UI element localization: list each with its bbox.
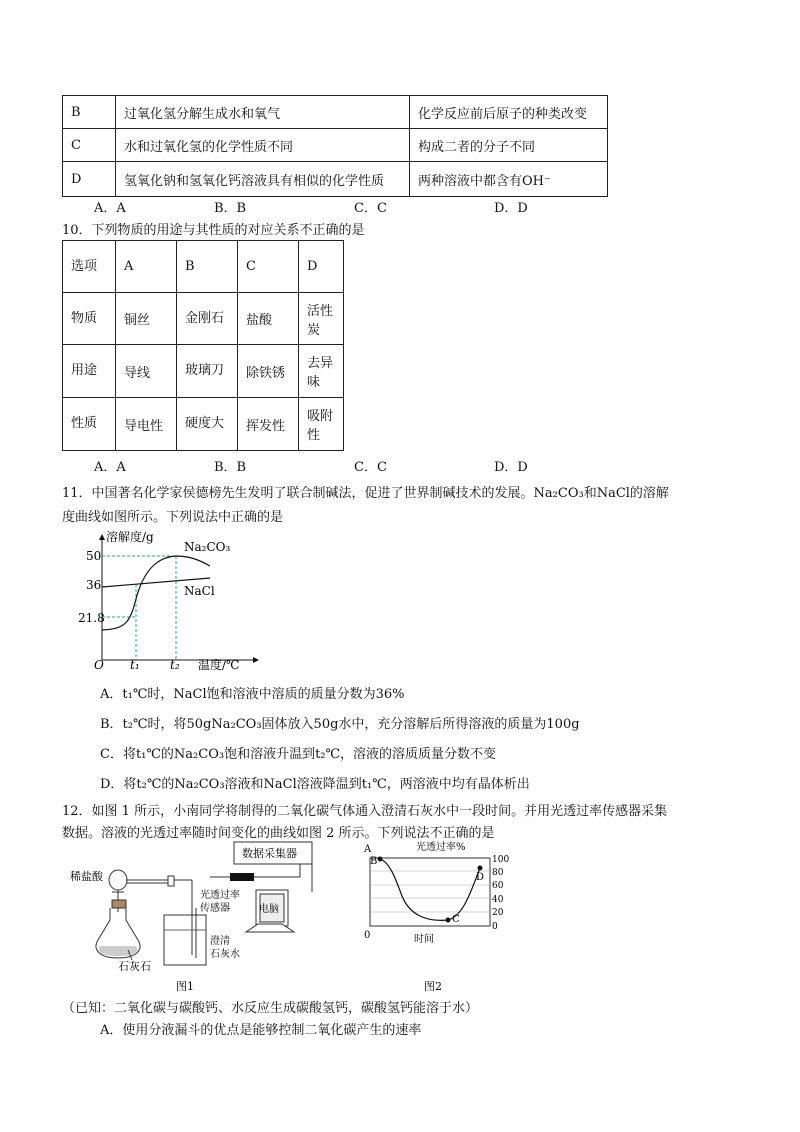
q9-row-b-option: B [63,96,116,129]
fig2-frame [370,858,490,926]
q10-cell: 用途 [63,345,116,398]
fig2-caption: 图2 [424,980,442,993]
q10-cell: 硬度大 [177,398,238,451]
solubility-graph [78,527,286,672]
collector-label: 数据采集器 [242,847,297,860]
point-c [446,918,451,923]
fig1-caption: 图1 [176,980,194,993]
fig2-tick-60: 60 [492,881,504,891]
computer-label: 电脑 [259,904,279,915]
x-axis-label: 温度/℃ [198,658,240,672]
y-tick-36: 36 [86,578,102,592]
q11-option-a[interactable]: A．t₁℃时，NaCl饱和溶液中溶质的质量分数为36% [100,687,405,702]
q9-choice-b[interactable]: B．B [214,201,247,216]
q10-table [62,240,344,451]
q10-cell: 吸附性 [299,398,344,451]
fig2-tick-80: 80 [492,868,504,878]
q10-cell: 性质 [63,398,116,451]
q10-cell: C [238,241,299,293]
q9-row-c-fact: 水和过氧化氢的化学性质不同 [116,129,410,162]
y-tick-50: 50 [86,549,102,563]
q10-cell: D [299,241,344,293]
funnel [109,870,127,890]
fig2-ylabel: 光透过率% [416,842,466,853]
point-d [478,866,483,871]
q12-note: （已知：二氧化碳与碳酸钙、水反应生成碳酸氢钙，碳酸氢钙能溶于水） [62,1001,479,1016]
nacl-label: NaCl [184,584,215,598]
beaker [164,915,206,965]
q12-stem-line1: 12．如图 1 所示，小南同学将制得的二氧化碳气体通入澄清石灰水中一段时间。并用光透过率传感器采集 [62,804,668,819]
q10-cell: 盐酸 [238,293,299,345]
q10-cell: 选项 [63,241,116,293]
q10-cell: 金刚石 [177,293,238,345]
q12-stem-line2: 数据。溶液的光透过率随时间变化的曲线如图 2 所示。下列说法不正确的是 [62,826,495,841]
q10-cell: B [177,241,238,293]
apparatus-figure [70,840,350,995]
fig2-origin: 0 [364,930,371,941]
q9-choice-c[interactable]: C．C [354,201,387,216]
q10-cell: 玻璃刀 [177,345,238,398]
q11-stem-line2: 度曲线如图所示。下列说法中正确的是 [62,510,284,525]
origin-label: O [94,658,104,672]
q10-cell: 去异味 [299,345,344,398]
q10-stem: 10．下列物质的用途与其性质的对应关系不正确的是 [62,223,365,238]
q9-row-c-explain: 构成二者的分子不同 [410,129,608,162]
q11-option-c[interactable]: C．将t₁℃的Na₂CO₃饱和溶液升温到t₂℃，溶液的溶质质量分数不变 [100,747,497,762]
lime-label-1: 澄清 [210,936,230,947]
q9-row-d-explain: 两种溶液中都含有OH⁻ [410,162,608,197]
q12-option-a[interactable]: A．使用分液漏斗的优点是能够控制二氧化碳产生的速率 [100,1023,422,1038]
sensor-label-1: 光透过率 [200,890,240,901]
point-b [378,857,383,862]
q10-cell: 导电性 [116,398,177,451]
q11-option-b[interactable]: B．t₂℃时，将50gNa₂CO₃固体放入50g水中，充分溶解后所得溶液的质量为100g [100,717,580,732]
q10-choice-b[interactable]: B．B [214,460,247,475]
fig2-tick-100: 100 [492,855,510,865]
q10-cell: 活性炭 [299,293,344,345]
lime-label-2: 石灰水 [210,949,240,960]
sensor [230,873,254,881]
q9-row-d-option: D [63,162,116,197]
fig2-tick-20: 20 [492,908,504,918]
q10-choice-d[interactable]: D．D [494,460,528,475]
q9-row-c-option: C [63,129,116,162]
q9-row-d-fact: 氢氧化钠和氢氧化钙溶液具有相似的化学性质 [116,162,410,197]
x-tick-t2: t₂ [170,658,180,672]
stone-label: 石灰石 [118,960,151,973]
q9-choice-a[interactable]: A．A [94,201,126,216]
acid-label: 稀盐酸 [70,870,103,883]
q9-row-b-fact: 过氧化氢分解生成水和氧气 [116,96,410,129]
q10-cell: A [116,241,177,293]
q10-cell: 挥发性 [238,398,299,451]
q9-table [62,95,608,197]
fig2-tick-0: 0 [492,922,498,932]
q10-cell: 除铁锈 [238,345,299,398]
x-tick-t1: t₁ [130,658,140,672]
fig2-xlabel: 时间 [414,934,434,945]
q10-cell: 物质 [63,293,116,345]
y-tick-21-8: 21.8 [78,611,105,625]
label-d: D [476,872,485,883]
q11-stem-line1: 11．中国著名化学家侯德榜先生发明了联合制碱法，促进了世界制碱技术的发展。Na₂CO₃和NaCl的溶解 [62,486,669,501]
q10-cell: 导线 [116,345,177,398]
na2co3-label: Na₂CO₃ [184,540,231,554]
label-b: B [370,856,378,867]
sensor-label-2: 传感器 [200,903,230,914]
q11-option-d[interactable]: D．将t₂℃的Na₂CO₃溶液和NaCl溶液降温到t₁℃，两溶液中均有晶体析出 [100,777,530,792]
fig2-tick-40: 40 [492,895,504,905]
q9-row-b-explain: 化学反应前后原子的种类改变 [410,96,608,129]
label-a: A [364,844,372,855]
transmittance-graph [356,840,526,993]
q10-choice-c[interactable]: C．C [354,460,387,475]
fig2-curve [380,859,480,920]
q9-choice-d[interactable]: D．D [494,201,528,216]
q10-cell: 铜丝 [116,293,177,345]
label-c: C [452,914,460,925]
y-axis-label: 溶解度/g [106,530,154,544]
q10-choice-a[interactable]: A．A [94,460,126,475]
